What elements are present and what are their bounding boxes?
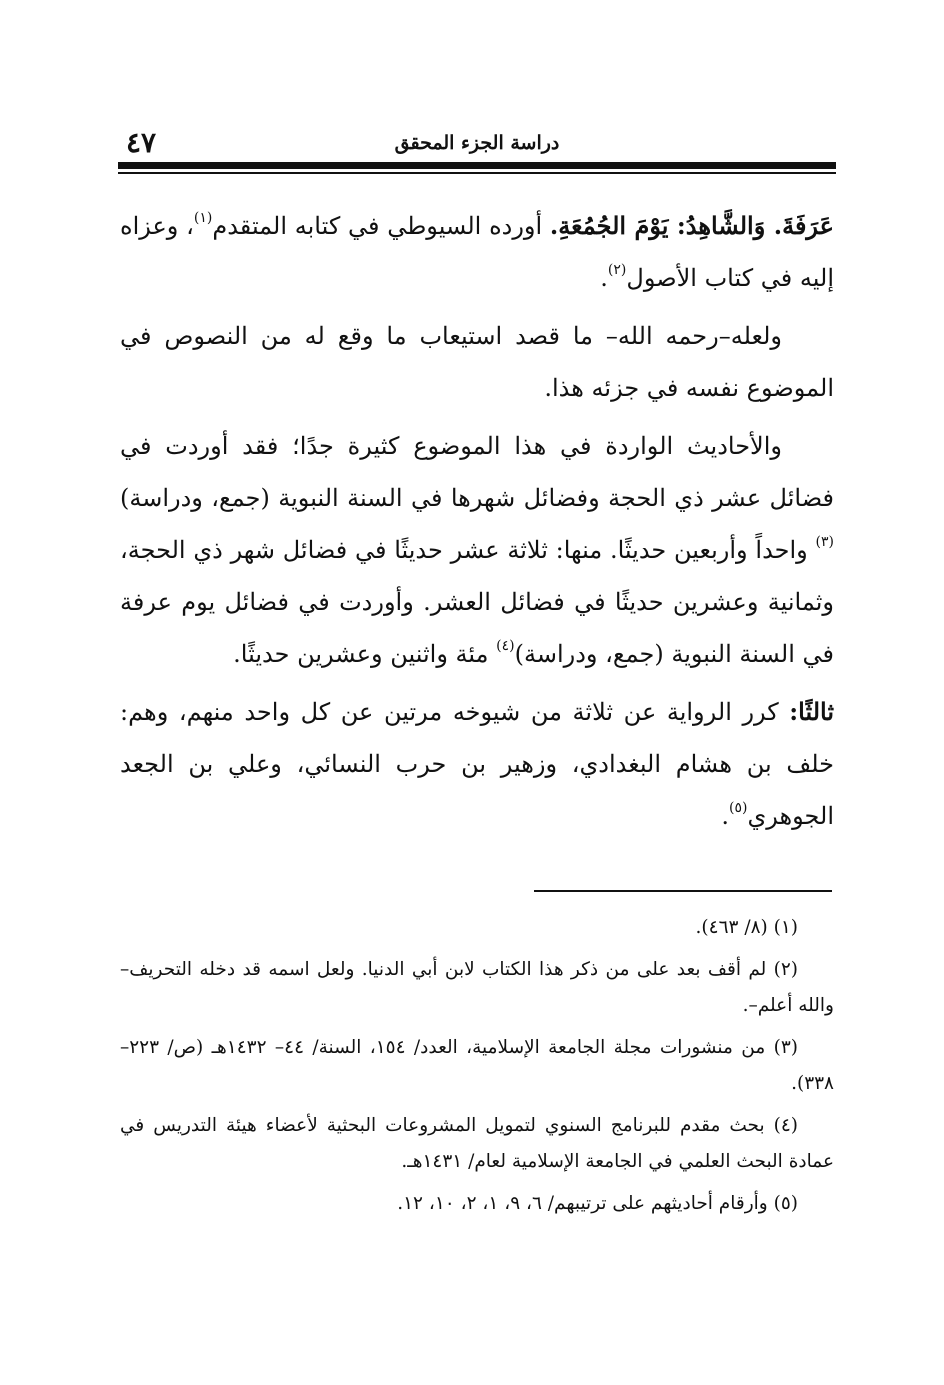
paragraph-1 xyxy=(120,200,834,304)
paragraph-3 xyxy=(120,420,834,680)
paragraph-4 xyxy=(120,686,834,842)
p3-text-c: مئة واثنين وعشرين حديثًا. xyxy=(233,640,497,668)
footnote-5: (٥) وأرقام أحاديثهم على ترتيبهم/ ٦، ٩، ١، ٢، ١٠، ١٢. xyxy=(397,1193,798,1214)
p4-text-a: كرر الرواية عن ثلاثة من شيوخه مرتين عن كل واحد منهم، وهم: خلف بن هشام البغدادي، وزهير بن حرب النسائي، وعلي بن الجعد الجوهري xyxy=(120,698,834,830)
footnote-1: (١) (٨/ ٤٦٣). xyxy=(695,917,798,938)
page-number: ٤٧ xyxy=(126,126,157,159)
footnote-2: (٢) لم أقف بعد على من ذكر هذا الكتاب لابن أبي الدنيا. ولعل اسمه قد دخله التحريف–والله أعلم–. xyxy=(120,959,834,1016)
page-header xyxy=(118,120,836,160)
footnote-ref-1: (١) xyxy=(193,210,213,226)
running-title: دراسة الجزء المحقق xyxy=(394,132,560,154)
footnote-ref-2: (٢) xyxy=(607,262,627,278)
p1-text-a: أورده السيوطي في كتابه المتقدم xyxy=(212,212,550,240)
footnote-ref-4: (٤) xyxy=(496,638,515,654)
footnote-3: (٣) من منشورات مجلة الجامعة الإسلامية، العدد/ ١٥٤، السنة/ ٤٤– ١٤٣٢هـ (ص/ ٢٢٣– ٣٣٨). xyxy=(120,1037,834,1094)
footnote-4: (٤) بحث مقدم للبرنامج السنوي لتمويل المشروعات البحثية لأعضاء هيئة التدريس في عمادة البحث العلمي في الجامعة الإسلامية لعام/ ١٤٣١هـ. xyxy=(120,1115,834,1172)
footnote-separator xyxy=(534,890,832,892)
p3-text-a: والأحاديث الواردة في هذا الموضوع كثيرة جدًا؛ فقد أوردت في فضائل عشر ذي الحجة وفضائل شهرها في السنة النبوية (جمع، ودراسة) xyxy=(120,432,834,512)
quran-quote: عَرَفَةَ. وَالشَّاهِدُ: يَوْمَ الجُمُعَةِ. xyxy=(549,211,834,240)
footnotes xyxy=(120,910,834,1228)
p3-text-b: واحداً وأربعين حديثًا. منها: ثلاثة عشر حديثًا في فضائل شهر ذي الحجة، وثمانية وعشرين حديثًا في فضائل العشر. وأوردت في فضائل يوم عرفة في السنة النبوية (جمع، ودراسة) xyxy=(120,536,834,668)
footnote-ref-3: (٣) xyxy=(815,534,834,550)
section-label: ثالثًا: xyxy=(789,697,834,726)
header-rule-thin xyxy=(118,172,836,174)
p1-text-c: . xyxy=(600,264,608,292)
p1-text-b: ، وعزاه إليه في كتاب الأصول xyxy=(120,212,834,292)
p4-text-b: . xyxy=(721,802,729,830)
main-text xyxy=(120,200,834,848)
header-rule-thick xyxy=(118,162,836,169)
paragraph-2: ولعله–رحمه الله– ما قصد استيعاب ما وقع له من النصوص في الموضوع نفسه في جزئه هذا. xyxy=(120,322,834,402)
footnote-ref-5: (٥) xyxy=(728,800,748,816)
